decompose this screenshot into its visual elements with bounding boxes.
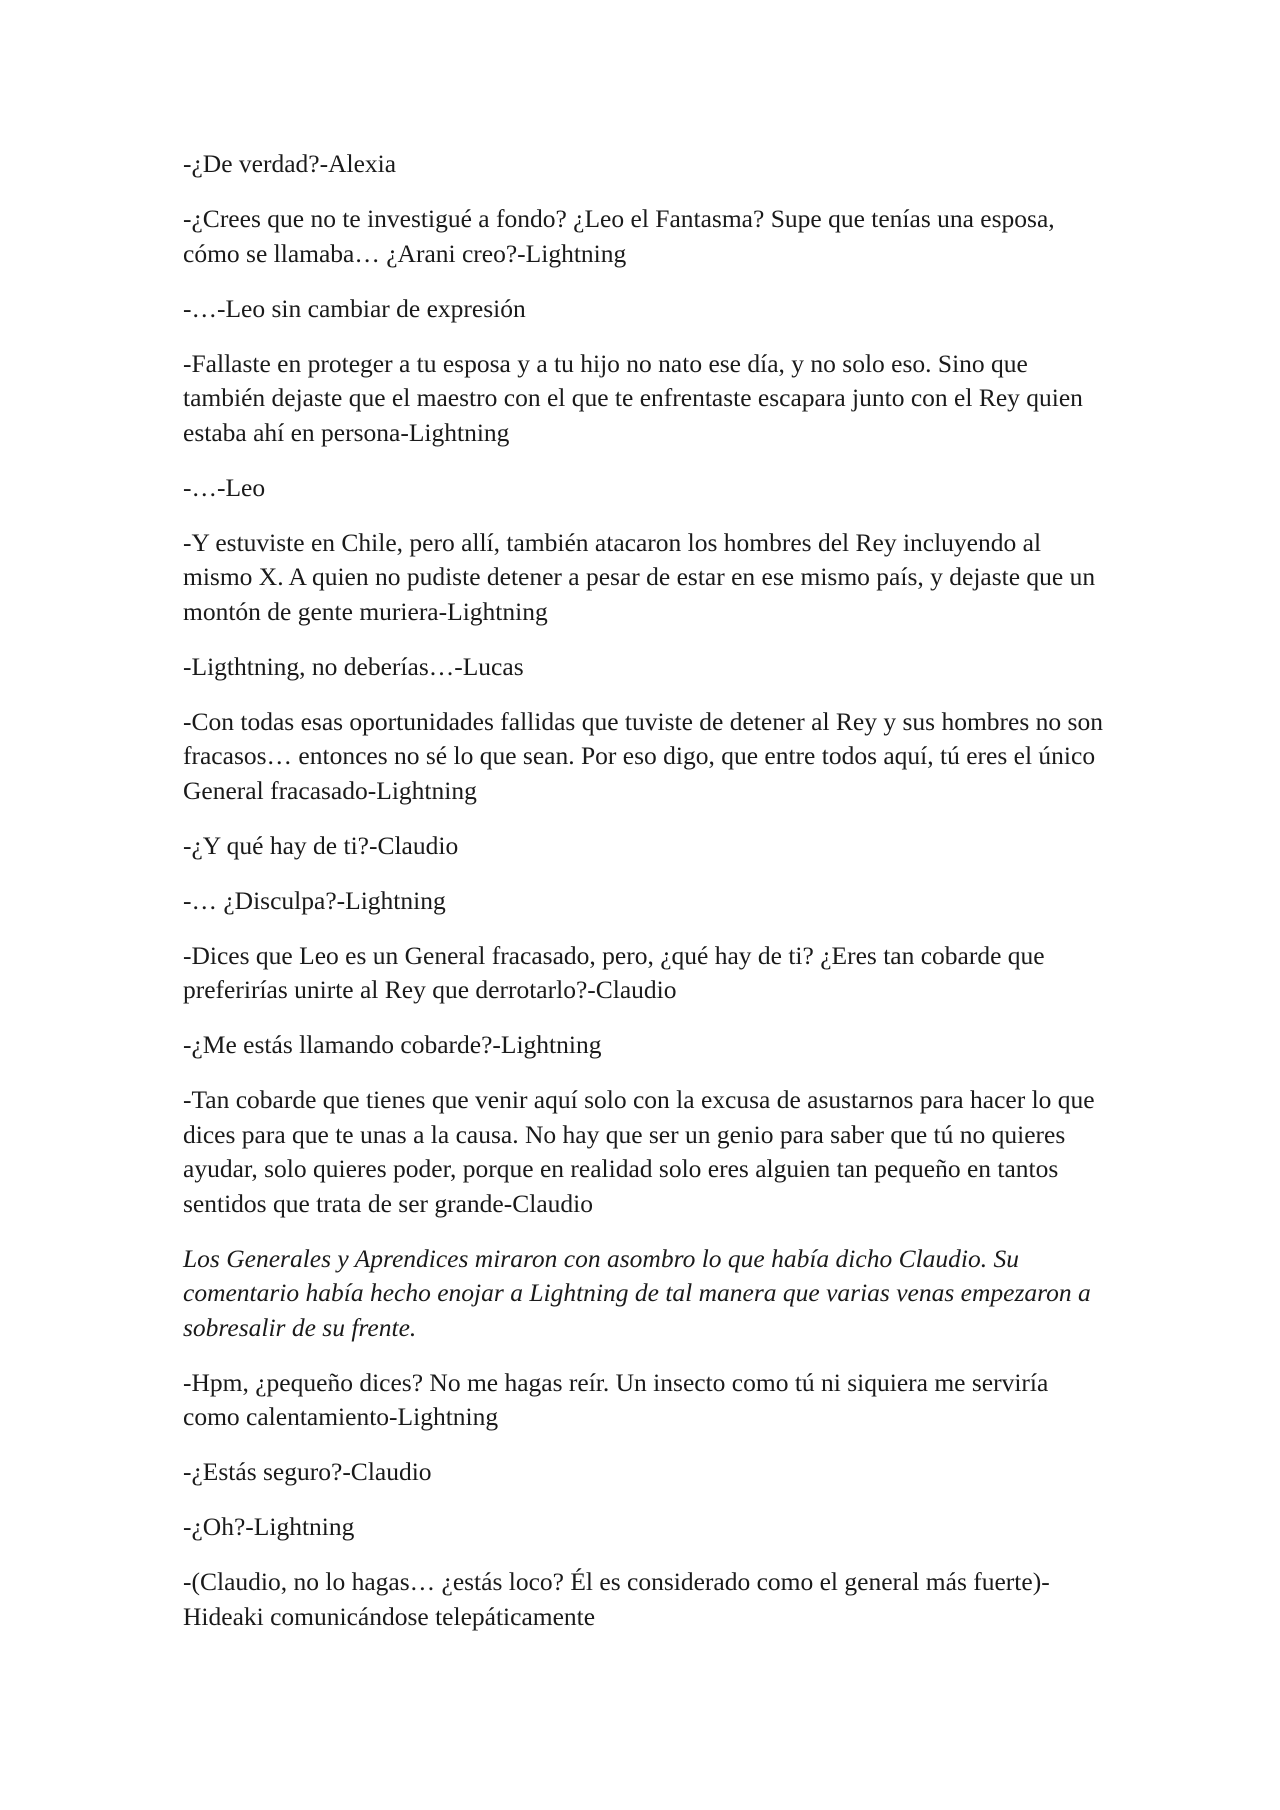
paragraph-12: -¿Me estás llamando cobarde?-Lightning [183, 1030, 602, 1059]
paragraph-10: -… ¿Disculpa?-Lightning [183, 885, 446, 915]
paragraph-9: -¿Y qué hay de ti?-Claudio [183, 830, 459, 860]
paragraph-15: -Hpm, ¿pequeño dices? No me hagas reír. Un insecto como tú ni siquiera me serviría como calentamiento-Lightning [183, 1367, 1049, 1431]
paragraph-2: -¿Crees que no te investigué a fondo? ¿Leo el Fantasma? Supe que tenías una esposa, cómo se llamaba… ¿Arani creo?-Lightning [183, 204, 1055, 268]
paragraph-7: -Ligthtning, no deberías…-Lucas [183, 651, 524, 681]
paragraph-11: -Dices que Leo es un General fracasado, pero, ¿qué hay de ti? ¿Eres tan cobarde que preferirías unirte al Rey que derrotarlo?-Claudio [183, 940, 1045, 1004]
paragraph-5: -…-Leo [183, 472, 266, 502]
paragraph-16: -¿Estás seguro?-Claudio [183, 1457, 432, 1486]
paragraph-4: -Fallaste en proteger a tu esposa y a tu hijo no nato ese día, y no solo eso. Sino que también dejaste que el maestro con el que te enfrentaste escapara junto con el Rey quien estaba ahí en persona-Lightning [183, 348, 1083, 447]
document-page [183, 147, 1103, 1655]
paragraph-17: -¿Oh?-Lightning [183, 1512, 355, 1541]
paragraph-13: -Tan cobarde que tienes que venir aquí solo con la excusa de asustarnos para hacer lo que dices para que te unas a la causa. No hay que ser un genio para saber que tú no quieres ayudar, solo quieres poder, porque en realidad solo eres alguien tan pequeño en tantos sentidos que trata de ser grande-Claudio [183, 1085, 1095, 1218]
paragraph-3: -…-Leo sin cambiar de expresión [183, 293, 526, 323]
paragraph-8: -Con todas esas oportunidades fallidas que tuviste de detener al Rey y sus hombres no son fracasos… entonces no sé lo que sean. Por eso digo, que entre todos aquí, tú eres el único General fracasado-Lightning [183, 706, 1103, 805]
narration-paragraph: Los Generales y Aprendices miraron con asombro lo que había dicho Claudio. Su comentario había hecho enojar a Lightning de tal manera que varias venas empezaron a sobresalir de su frente. [183, 1243, 1091, 1342]
paragraph-1: -¿De verdad?-Alexia [183, 149, 397, 178]
paragraph-6: -Y estuviste en Chile, pero allí, también atacaron los hombres del Rey incluyendo al mismo X. A quien no pudiste detener a pesar de estar en ese mismo país, y dejaste que un montón de gente muriera-Lightning [183, 527, 1096, 626]
paragraph-18: -(Claudio, no lo hagas… ¿estás loco? Él es considerado como el general más fuerte)-Hideaki comunicándose telepáticamente [183, 1567, 1050, 1631]
